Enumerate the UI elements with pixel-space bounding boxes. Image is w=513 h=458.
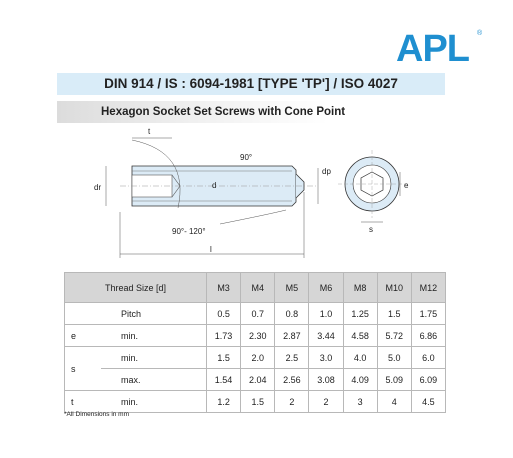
table-cell: 1.75 bbox=[411, 303, 445, 325]
header-m3: M3 bbox=[207, 273, 241, 303]
table-cell: 0.5 bbox=[207, 303, 241, 325]
standard-title-bar: DIN 914 / IS : 6094-1981 [TYPE 'TP'] / ISO 4027 bbox=[57, 73, 445, 95]
table-cell: 5.72 bbox=[377, 325, 411, 347]
row-symbol-s: s bbox=[65, 347, 102, 391]
product-subtitle: Hexagon Socket Set Screws with Cone Point bbox=[101, 106, 346, 118]
table-cell: 3.08 bbox=[309, 369, 343, 391]
table-cell: 1.5 bbox=[377, 303, 411, 325]
label-s: s bbox=[369, 225, 373, 234]
table-cell: 1.5 bbox=[207, 347, 241, 369]
registered-mark: ® bbox=[477, 30, 483, 37]
table-cell: 2.56 bbox=[275, 369, 309, 391]
table-cell: 2 bbox=[309, 391, 343, 413]
table-cell: 3 bbox=[343, 391, 377, 413]
apl-logo: APL bbox=[396, 28, 469, 70]
table-cell: 1.5 bbox=[241, 391, 275, 413]
label-dr: dr bbox=[94, 183, 102, 192]
footnote: *All Dimensions in mm bbox=[64, 411, 130, 418]
table-row bbox=[65, 391, 446, 413]
table-cell: 3.44 bbox=[309, 325, 343, 347]
table-cell: 0.8 bbox=[275, 303, 309, 325]
label-dp: dp bbox=[322, 167, 331, 176]
table-header-row bbox=[65, 273, 446, 303]
table-cell: 2.87 bbox=[275, 325, 309, 347]
table-row bbox=[65, 325, 446, 347]
screw-side-view bbox=[106, 138, 318, 258]
table-row bbox=[65, 303, 446, 325]
label-angle-bottom: 90°- 120° bbox=[172, 227, 206, 236]
arc-angle bbox=[220, 210, 286, 224]
header-m5: M5 bbox=[275, 273, 309, 303]
table-row bbox=[65, 347, 446, 369]
table-cell: 4.5 bbox=[411, 391, 445, 413]
table-row bbox=[65, 369, 446, 391]
table-cell: 1.0 bbox=[309, 303, 343, 325]
dimensions-table bbox=[64, 272, 446, 413]
label-angle-top: 90° bbox=[240, 153, 253, 162]
row-label: Pitch bbox=[101, 303, 207, 325]
table-cell: 3.0 bbox=[309, 347, 343, 369]
table-cell: 2.04 bbox=[241, 369, 275, 391]
label-l: l bbox=[210, 245, 212, 254]
table-cell: 6.09 bbox=[411, 369, 445, 391]
row-label: max. bbox=[101, 369, 207, 391]
table-cell: 1.2 bbox=[207, 391, 241, 413]
table-cell: 2.0 bbox=[241, 347, 275, 369]
label-d: d bbox=[212, 181, 217, 190]
table-cell: 1.54 bbox=[207, 369, 241, 391]
header-m10: M10 bbox=[377, 273, 411, 303]
table-cell: 4.58 bbox=[343, 325, 377, 347]
table-cell: 1.25 bbox=[343, 303, 377, 325]
row-symbol: t bbox=[65, 391, 102, 413]
header-m6: M6 bbox=[309, 273, 343, 303]
label-e: e bbox=[404, 181, 409, 190]
table-cell: 6.0 bbox=[411, 347, 445, 369]
row-label: min. bbox=[101, 391, 207, 413]
row-label: min. bbox=[101, 325, 207, 347]
table-cell: 4.09 bbox=[343, 369, 377, 391]
label-t: t bbox=[148, 127, 151, 136]
table-cell: 0.7 bbox=[241, 303, 275, 325]
table-cell: 2 bbox=[275, 391, 309, 413]
header-m8: M8 bbox=[343, 273, 377, 303]
row-label: min. bbox=[101, 347, 207, 369]
table-cell: 5.0 bbox=[377, 347, 411, 369]
header-m4: M4 bbox=[241, 273, 275, 303]
table-cell: 2.30 bbox=[241, 325, 275, 347]
header-thread-size: Thread Size [d] bbox=[65, 273, 207, 303]
table-cell: 5.09 bbox=[377, 369, 411, 391]
table-cell: 4.0 bbox=[343, 347, 377, 369]
table-cell: 1.73 bbox=[207, 325, 241, 347]
table-cell: 2.5 bbox=[275, 347, 309, 369]
table-cell: 6.86 bbox=[411, 325, 445, 347]
row-symbol: e bbox=[65, 325, 102, 347]
technical-drawing bbox=[60, 122, 440, 270]
table-cell: 4 bbox=[377, 391, 411, 413]
header-m12: M12 bbox=[411, 273, 445, 303]
row-symbol bbox=[65, 303, 102, 325]
screw-end-view bbox=[338, 150, 408, 222]
